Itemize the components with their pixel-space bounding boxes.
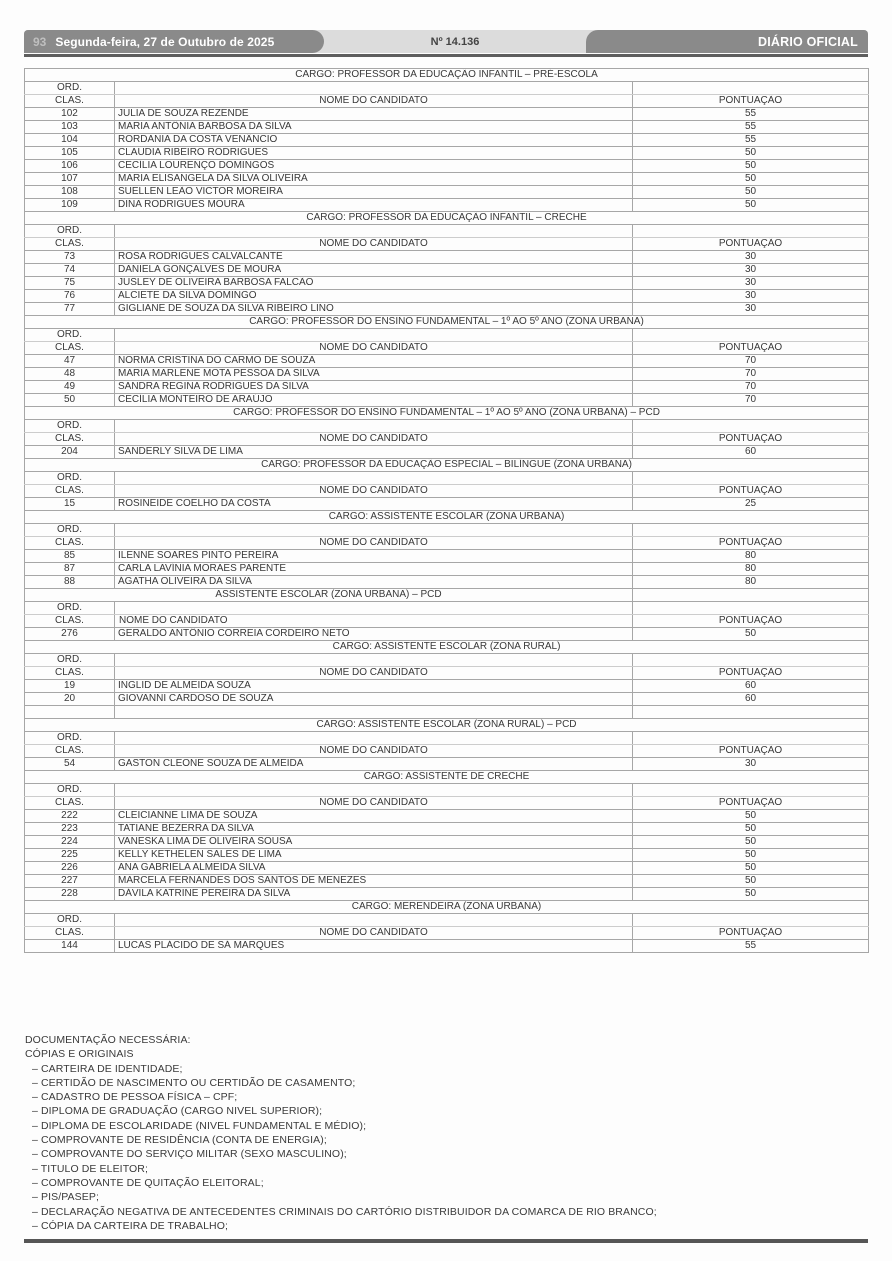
cargo-title: CARGO: PROFESSOR DO ENSINO FUNDAMENTAL – 1º AO 5º ANO (ZONA URBANA) – PCD [25,407,869,420]
candidate-score: 50 [633,849,869,862]
cargo-header-row [25,69,869,82]
candidate-name: MARIA ELISANGELA DA SILVA OLIVEIRA [115,173,633,186]
candidate-row [25,277,869,290]
candidate-row [25,550,869,563]
cargo-title: CARGO: ASSISTENTE ESCOLAR (ZONA RURAL) – PCD [25,719,869,732]
candidate-score: 80 [633,563,869,576]
candidate-row [25,199,869,212]
cargo-header-row [25,407,869,420]
candidate-rank: 15 [25,498,115,511]
candidate-rank: 226 [25,862,115,875]
name-column-header: NOME DO CANDIDATO [115,667,633,680]
candidate-score: 30 [633,758,869,771]
column-header-row [25,433,869,446]
candidate-rank: 103 [25,121,115,134]
candidate-name: MARIA MARLENE MOTA PESSOA DA SILVA [115,368,633,381]
name-column-header: NOME DO CANDIDATO [115,95,633,108]
candidate-row [25,251,869,264]
candidate-score: 50 [633,628,869,641]
candidate-name: ALCIETE DA SILVA DOMINGO [115,290,633,303]
candidate-name: INGLID DE ALMEIDA SOUZA [115,680,633,693]
empty-cell [633,329,869,342]
candidate-row [25,264,869,277]
candidate-score: 70 [633,381,869,394]
candidate-score: 50 [633,810,869,823]
candidate-score: 30 [633,290,869,303]
candidate-rank: 50 [25,394,115,407]
clas-label: CLAS. [25,433,115,446]
candidate-row [25,173,869,186]
name-column-header: NOME DO CANDIDATO [115,745,633,758]
candidate-rank: 49 [25,381,115,394]
candidate-rank: 85 [25,550,115,563]
empty-cell [115,784,633,797]
cargo-header-row [25,212,869,225]
candidate-row [25,836,869,849]
candidate-score: 55 [633,108,869,121]
candidate-rank: 105 [25,147,115,160]
candidate-score: 80 [633,550,869,563]
candidate-name: GASTON CLEONE SOUZA DE ALMEIDA [115,758,633,771]
ord-label: ORD. [25,472,115,485]
candidate-rank: 225 [25,849,115,862]
candidate-name: VANESKA LIMA DE OLIVEIRA SOUSA [115,836,633,849]
candidate-score: 70 [633,368,869,381]
candidate-row [25,121,869,134]
candidate-rank: 107 [25,173,115,186]
cargo-title: CARGO: ASSISTENTE DE CRECHE [25,771,869,784]
results-table-container [24,68,868,953]
ord-label: ORD. [25,225,115,238]
clas-label: CLAS. [25,342,115,355]
candidate-name: JUSLEY DE OLIVEIRA BARBOSA FALCÃO [115,277,633,290]
candidate-rank: 102 [25,108,115,121]
candidate-name: JULIA DE SOUZA REZENDE [115,108,633,121]
documentation-item: – CÓPIA DA CARTEIRA DE TRABALHO; [29,1219,228,1232]
candidate-name: SANDERLY SILVA DE LIMA [115,446,633,459]
candidate-rank: 204 [25,446,115,459]
candidate-score: 30 [633,264,869,277]
candidate-name: CECÍLIA MONTEIRO DE ARAÚJO [115,394,633,407]
candidate-name: CLEICIANNE LIMA DE SOUZA [115,810,633,823]
clas-label: CLAS. [25,238,115,251]
score-column-header: PONTUAÇÃO [633,342,869,355]
candidate-score: 30 [633,277,869,290]
empty-cell [633,914,869,927]
empty-cell [633,654,869,667]
ord-row [25,329,869,342]
clas-label: CLAS. [25,797,115,810]
ord-label: ORD. [25,732,115,745]
candidate-row [25,823,869,836]
candidate-score: 50 [633,836,869,849]
candidate-name: SUELLEN LEÃO VICTOR MOREIRA [115,186,633,199]
candidate-row [25,628,869,641]
candidate-name: ÁGATHA OLIVEIRA DA SILVA [115,576,633,589]
candidate-name: DÁVILA KATRINE PEREIRA DA SILVA [115,888,633,901]
candidate-score: 25 [633,498,869,511]
cargo-header-row [25,459,869,472]
cargo-header-row [25,719,869,732]
candidate-rank: 108 [25,186,115,199]
candidate-rank: 75 [25,277,115,290]
page-number: 93 [33,34,47,49]
ord-row [25,225,869,238]
candidate-row [25,888,869,901]
documentation-item: – CERTIDÃO DE NASCIMENTO OU CERTIDÃO DE CASAMENTO; [29,1076,356,1089]
ord-row [25,914,869,927]
empty-cell [633,524,869,537]
empty-cell [115,524,633,537]
edition-number: Nº 14.136 [430,35,480,48]
candidate-name: GIGLIANE DE SOUZA DA SILVA RIBEIRO LINO [115,303,633,316]
column-header-row [25,927,869,940]
ord-row [25,732,869,745]
score-column-header: PONTUAÇÃO [633,238,869,251]
empty-cell [25,706,115,719]
candidate-rank: 88 [25,576,115,589]
candidate-rank: 222 [25,810,115,823]
documentation-item: – COMPROVANTE DE RESIDÊNCIA (CONTA DE ENERGIA); [29,1134,327,1147]
masthead [24,30,868,53]
candidate-name: DANIELA GONÇALVES DE MOURA [115,264,633,277]
empty-cell [115,420,633,433]
documentation-item: – CADASTRO DE PESSOA FÍSICA – CPF; [29,1091,238,1104]
ord-label: ORD. [25,602,115,615]
ord-row [25,524,869,537]
candidate-rank: 20 [25,693,115,706]
candidate-score: 60 [633,446,869,459]
candidate-name: RORDANIA DA COSTA VENÂNCIO [115,134,633,147]
score-column-header: PONTUAÇÃO [633,615,869,628]
candidate-score: 80 [633,576,869,589]
score-column-header: PONTUAÇÃO [633,95,869,108]
candidate-name: LUCAS PLÁCIDO DE SÁ MARQUES [115,940,633,953]
empty-cell [633,472,869,485]
results-table [24,68,869,953]
candidate-row [25,134,869,147]
empty-cell [115,602,633,615]
candidate-score: 50 [633,823,869,836]
candidate-score: 55 [633,134,869,147]
cargo-title: CARGO: PROFESSOR DO ENSINO FUNDAMENTAL – 1º AO 5º ANO (ZONA URBANA) [25,316,869,329]
score-column-header: PONTUAÇÃO [633,667,869,680]
candidate-name: GIOVANNI CARDOSO DE SOUZA [115,693,633,706]
candidate-row [25,108,869,121]
candidate-score: 55 [633,121,869,134]
cargo-title: CARGO: MERENDEIRA (ZONA URBANA) [25,901,869,914]
masthead-underline [24,54,868,57]
candidate-name: ROSINEIDE COELHO DA COSTA [115,498,633,511]
candidate-row [25,862,869,875]
empty-cell [633,732,869,745]
ord-label: ORD. [25,420,115,433]
candidate-rank: 224 [25,836,115,849]
ord-row [25,784,869,797]
name-column-header: NOME DO CANDIDATO [115,485,633,498]
candidate-rank: 104 [25,134,115,147]
candidate-rank: 228 [25,888,115,901]
name-column-header: NOME DO CANDIDATO [115,797,633,810]
candidate-name: NORMA CRISTINA DO CARMO DE SOUZA [115,355,633,368]
ord-row [25,420,869,433]
documentation-item: – COMPROVANTE DO SERVIÇO MILITAR (SEXO MASCULINO); [29,1148,347,1161]
candidate-row [25,186,869,199]
candidate-rank: 144 [25,940,115,953]
documentation-subtitle: CÓPIAS E ORIGINAIS [25,1048,134,1061]
empty-cell [633,225,869,238]
documentation-item: – CARTEIRA DE IDENTIDADE; [29,1062,183,1075]
ord-label: ORD. [25,654,115,667]
candidate-score: 50 [633,173,869,186]
cargo-title: CARGO: PROFESSOR DA EDUCAÇÃO INFANTIL – CRECHE [25,212,869,225]
ord-label: ORD. [25,914,115,927]
ord-label: ORD. [25,524,115,537]
candidate-name: KELLY KETHELEN SALES DE LIMA [115,849,633,862]
empty-cell [115,329,633,342]
score-column-header: PONTUAÇÃO [633,433,869,446]
empty-cell [633,589,869,602]
column-header-row [25,667,869,680]
candidate-row [25,498,869,511]
empty-cell [115,654,633,667]
documentation-item: – COMPROVANTE DE QUITAÇÃO ELEITORAL; [29,1176,264,1189]
candidate-name: DINA RODRIGUES MOURA [115,199,633,212]
candidate-row [25,355,869,368]
empty-cell [115,225,633,238]
clas-label: CLAS. [25,927,115,940]
masthead-date: Segunda-feira, 27 de Outubro de 2025 [55,34,275,49]
empty-cell [115,732,633,745]
empty-cell [633,706,869,719]
candidate-row [25,147,869,160]
candidate-name: ROSA RODRIGUES CALVALCANTE [115,251,633,264]
candidate-rank: 87 [25,563,115,576]
empty-cell [115,82,633,95]
ord-label: ORD. [25,82,115,95]
candidate-name: ILENNE SOARES PINTO PEREIRA [115,550,633,563]
candidate-rank: 73 [25,251,115,264]
candidate-row [25,381,869,394]
candidate-row [25,810,869,823]
empty-cell [633,82,869,95]
cargo-title: CARGO: PROFESSOR DA EDUCAÇÃO INFANTIL – PRÉ-ESCOLA [25,69,869,82]
column-header-row [25,95,869,108]
candidate-name: SANDRA REGINA RODRIGUES DA SILVA [115,381,633,394]
candidate-rank: 48 [25,368,115,381]
candidate-rank: 76 [25,290,115,303]
candidate-name: MARCELA FERNANDES DOS SANTOS DE MENEZES [115,875,633,888]
candidate-name: CARLA LAVÍNIA MORAES PARENTE [115,563,633,576]
empty-cell [633,420,869,433]
candidate-score: 70 [633,394,869,407]
masthead-edition-tab [324,30,586,53]
cargo-header-row [25,771,869,784]
score-column-header: PONTUAÇÃO [633,537,869,550]
candidate-rank: 19 [25,680,115,693]
column-header-row [25,745,869,758]
empty-cell [633,602,869,615]
candidate-score: 50 [633,888,869,901]
cargo-title: CARGO: ASSISTENTE ESCOLAR (ZONA URBANA) [25,511,869,524]
cargo-header-row [25,316,869,329]
documentation-item: – DIPLOMA DE ESCOLARIDADE (NIVEL FUNDAMENTAL E MÉDIO); [29,1119,367,1132]
candidate-rank: 54 [25,758,115,771]
candidate-row [25,758,869,771]
name-column-header: NOME DO CANDIDATO [115,238,633,251]
candidate-row [25,446,869,459]
cargo-title: ASSISTENTE ESCOLAR (ZONA URBANA) – PCD [25,589,633,602]
clas-label: CLAS. [25,615,115,628]
score-column-header: PONTUAÇÃO [633,927,869,940]
candidate-rank: 276 [25,628,115,641]
candidate-row [25,368,869,381]
column-header-row [25,797,869,810]
clas-label: CLAS. [25,485,115,498]
candidate-score: 50 [633,875,869,888]
candidate-score: 50 [633,199,869,212]
candidate-rank: 227 [25,875,115,888]
empty-cell [115,914,633,927]
cargo-title: CARGO: PROFESSOR DA EDUCAÇÃO ESPECIAL – BILÍNGUE (ZONA URBANA) [25,459,869,472]
name-column-header: NOME DO CANDIDATO [115,537,633,550]
candidate-score: 60 [633,680,869,693]
candidate-score: 60 [633,693,869,706]
candidate-rank: 109 [25,199,115,212]
clas-label: CLAS. [25,537,115,550]
candidate-score: 30 [633,303,869,316]
candidate-score: 50 [633,147,869,160]
documentation-title: DOCUMENTAÇÃO NECESSÁRIA: [25,1034,191,1046]
bottom-rule [24,1239,868,1243]
candidate-rank: 47 [25,355,115,368]
ord-row [25,472,869,485]
cargo-header-row [25,589,869,602]
empty-cell [633,784,869,797]
ord-label: ORD. [25,329,115,342]
candidate-rank: 223 [25,823,115,836]
column-header-row [25,485,869,498]
cargo-header-row [25,641,869,654]
candidate-row [25,576,869,589]
masthead-left-bar [24,30,324,53]
clas-label: CLAS. [25,667,115,680]
column-header-row [25,342,869,355]
documentation-item: – TITULO DE ELEITOR; [29,1162,148,1175]
candidate-row [25,160,869,173]
column-header-row [25,238,869,251]
ord-row [25,602,869,615]
candidate-name: CLAUDIA RIBEIRO RODRIGUES [115,147,633,160]
candidate-score: 30 [633,251,869,264]
name-column-header: NOME DO CANDIDATO [115,927,633,940]
candidate-row [25,394,869,407]
name-column-header: NOME DO CANDIDATO [115,433,633,446]
documentation-item: – DECLARAÇÃO NEGATIVA DE ANTECEDENTES CRIMINAIS DO CARTÓRIO DISTRIBUIDOR DA COMARCA DE RIO BRANCO; [29,1205,657,1218]
candidate-row [25,693,869,706]
documentation-item: – PIS/PASEP; [29,1191,99,1204]
candidate-score: 70 [633,355,869,368]
candidate-row [25,563,869,576]
score-column-header: PONTUAÇÃO [633,745,869,758]
candidate-row [25,303,869,316]
documentation-list [25,1062,869,1234]
results-table-body [25,69,869,953]
empty-cell [115,472,633,485]
empty-cell [115,706,633,719]
cargo-header-row [25,511,869,524]
candidate-row [25,290,869,303]
clas-label: CLAS. [25,95,115,108]
column-header-row [25,537,869,550]
candidate-score: 50 [633,862,869,875]
ord-row [25,82,869,95]
score-column-header: PONTUAÇÃO [633,797,869,810]
candidate-score: 55 [633,940,869,953]
documentation-item: – DIPLOMA DE GRADUAÇÃO (CARGO NIVEL SUPERIOR); [29,1105,323,1118]
candidate-rank: 74 [25,264,115,277]
ord-label: ORD. [25,784,115,797]
candidate-name: GERALDO ANTÔNIO CORREIA CORDEIRO NETO [115,628,633,641]
column-header-row [25,615,869,628]
candidate-score: 50 [633,186,869,199]
candidate-name: MARIA ANTÔNIA BARBOSA DA SILVA [115,121,633,134]
candidate-rank: 77 [25,303,115,316]
candidate-name: TATIANE BEZERRA DA SILVA [115,823,633,836]
candidate-row [25,875,869,888]
cargo-title: CARGO: ASSISTENTE ESCOLAR (ZONA RURAL) [25,641,869,654]
score-column-header: PONTUAÇÃO [633,485,869,498]
name-column-header: NOME DO CANDIDATO [115,615,633,628]
blank-row [25,706,869,719]
candidate-row [25,680,869,693]
clas-label: CLAS. [25,745,115,758]
candidate-rank: 106 [25,160,115,173]
candidate-score: 50 [633,160,869,173]
candidate-row [25,940,869,953]
candidate-name: CECÍLIA LOURENÇO DOMINGOS [115,160,633,173]
ord-row [25,654,869,667]
cargo-header-row [25,901,869,914]
gazette-title: DIÁRIO OFICIAL [757,34,858,49]
candidate-name: ANA GABRIELA ALMEIDA SILVA [115,862,633,875]
name-column-header: NOME DO CANDIDATO [115,342,633,355]
documentation-section [25,1033,869,1233]
candidate-row [25,849,869,862]
masthead-right-bar [586,30,868,53]
